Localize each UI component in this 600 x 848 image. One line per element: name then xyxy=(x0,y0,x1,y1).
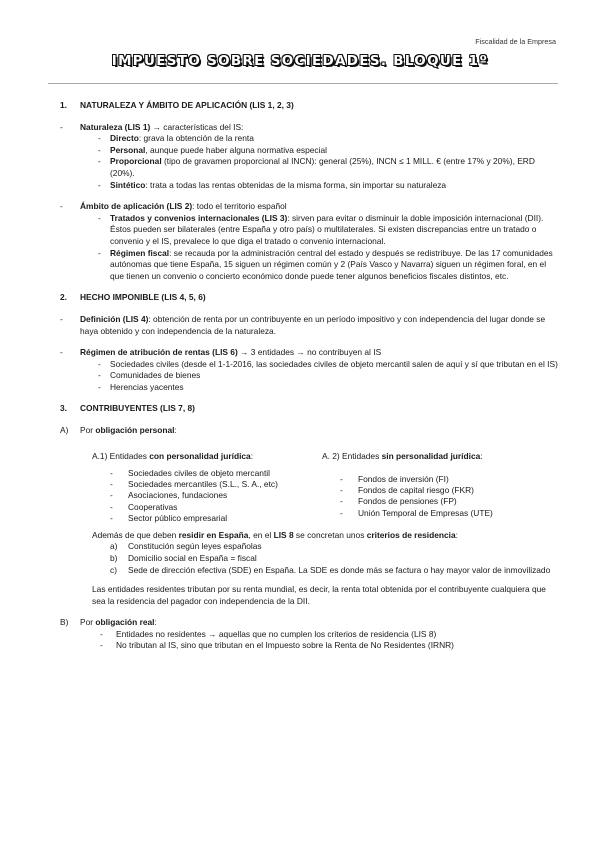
section-3-heading xyxy=(60,403,560,415)
list-item xyxy=(98,180,560,192)
regimen-item xyxy=(60,347,560,359)
item-text: Por xyxy=(80,617,96,628)
label: criterios de residencia xyxy=(366,529,456,540)
section-title: NATURALEZA Y ÁMBITO DE APLICACIÓN (LIS 1, 2, 3) xyxy=(80,100,294,110)
item-label: obligación real xyxy=(95,617,155,628)
list-item xyxy=(110,565,560,577)
list-item: - Fondos de pensiones (FP) xyxy=(340,496,542,507)
regimen-text: → 3 entidades → no contribuyen al IS xyxy=(237,347,382,358)
sin-personalidad-list xyxy=(322,474,542,518)
item-text: (tipo de gravamen proporcional al INCN): general (25%), INCN ≤ 1 MILL. € (entre 17% y 20%), ERD (20%). xyxy=(110,156,535,178)
obligacion-real-item xyxy=(60,617,560,629)
renta-mundial-paragraph: Las entidades residentes tributan por su renta mundial, es decir, la renta total obtenida por el contribuyente cualquiera que sea la residencia del pagador con independencia de la DII. xyxy=(92,584,546,606)
ambito-item xyxy=(60,201,560,213)
item-text: Domicilio social en España = fiscal xyxy=(128,552,257,563)
item-label: Sintético xyxy=(110,179,146,190)
section-number: 3. xyxy=(60,403,67,414)
list-item: - No tributan al IS, sino que tributan en el Impuesto sobre la Renta de No Residentes (IRNR) xyxy=(100,640,560,652)
item-letter: A) xyxy=(60,425,69,436)
list-item: - Unión Temporal de Empresas (UTE) xyxy=(340,508,542,519)
list-item: - Herencias yacentes xyxy=(98,382,560,394)
item-text: Sede de dirección efectiva (SDE) en España. La SDE es donde más se factura o hay mayor valor de inmovilizado xyxy=(128,564,551,575)
heading-text: : xyxy=(480,450,483,461)
naturaleza-item xyxy=(60,122,560,134)
definicion-text: : obtención de renta por un contribuyente en un período impositivo y con independencia del lugar donde se haya obtenido y con independencia de la naturaleza. xyxy=(80,313,546,336)
list-item xyxy=(98,156,560,179)
section-number: 2. xyxy=(60,292,67,303)
list-item: - Asociaciones, fundaciones xyxy=(110,490,312,501)
naturaleza-sublist xyxy=(60,133,560,191)
heading-text: : xyxy=(250,450,254,461)
regimen-sublist xyxy=(60,359,560,394)
list-item xyxy=(98,133,560,145)
text: : xyxy=(455,529,458,540)
list-item xyxy=(98,213,560,248)
list-item: - Entidades no residentes → aquellas que no cumplen los criterios de residencia (LIS 8) xyxy=(100,629,560,641)
obligacion-personal-item xyxy=(60,425,560,437)
regimen-label: Régimen de atribución de rentas (LIS 6) xyxy=(80,347,238,358)
list-item xyxy=(110,553,560,565)
item-letter: a) xyxy=(110,541,118,552)
section-2-heading xyxy=(60,292,560,304)
heading-text: A.1) Entidades xyxy=(92,450,150,461)
item-letter: b) xyxy=(110,552,118,563)
entity-columns xyxy=(60,451,560,524)
definicion-label: Definición (LIS 4) xyxy=(80,313,149,324)
section-number: 1. xyxy=(60,100,67,110)
section-title: HECHO IMPONIBLE (LIS 4, 5, 6) xyxy=(80,292,206,303)
item-label: Directo xyxy=(110,133,139,144)
ambito-text: : todo el territorio español xyxy=(192,201,287,212)
item-label: Tratados y convenios internacionales (LIS 3) xyxy=(110,212,288,223)
item-letter: c) xyxy=(110,564,117,575)
item-text: , aunque puede haber alguna normativa especial xyxy=(145,144,327,155)
list-item: - Sociedades civiles de objeto mercantil xyxy=(110,468,312,479)
list-item: - Sociedades mercantiles (S.L., S. A., etc) xyxy=(110,479,312,490)
list-item: - Comunidades de bienes xyxy=(98,370,560,382)
item-label: obligación personal xyxy=(95,425,175,436)
list-item: - Fondos de capital riesgo (FKR) xyxy=(340,485,542,496)
heading-label: sin personalidad jurídica xyxy=(381,450,481,461)
list-item xyxy=(110,541,560,553)
item-label: Proporcional xyxy=(110,156,162,167)
item-text: Por xyxy=(80,425,96,436)
list-item xyxy=(98,145,560,157)
item-text: : xyxy=(154,617,157,628)
item-text: : trata a todas las rentas obtenidas de la misma forma, sin importar su naturaleza xyxy=(145,179,447,190)
text: se concretan unos xyxy=(293,529,367,540)
con-personalidad-column xyxy=(92,451,312,524)
list-item: - Sociedades civiles (desde el 1-1-2016, las sociedades civiles de objeto mercantil salen de aquí y sí que tributan en el IS) xyxy=(98,359,560,371)
section-title: CONTRIBUYENTES (LIS 7, 8) xyxy=(80,403,195,414)
column-heading xyxy=(92,451,312,463)
sin-personalidad-column xyxy=(312,451,542,524)
item-letter: B) xyxy=(60,617,69,628)
item-text: : se recauda por la administración central del estado y después se redistribuye. De las 17 comunidades autónomas que tiene España, 15 siguen un régimen común y 2 (País Vasco y Navarra) siguen un régimen foral, en el que tienen un convenio o concierto económico donde puede tener algunos beneficios fiscales distintos, etc. xyxy=(110,247,553,281)
item-text: : grava la obtención de la renta xyxy=(138,133,254,144)
document-body xyxy=(60,100,560,652)
item-text: : xyxy=(174,425,177,436)
label: LIS 8 xyxy=(273,529,294,540)
list-item: - Cooperativas xyxy=(110,502,312,513)
label: residir en España xyxy=(178,529,249,540)
con-personalidad-list xyxy=(92,468,312,523)
column-heading xyxy=(322,451,542,463)
header-note: Fiscalidad de la Empresa xyxy=(475,37,556,46)
list-item: - Sector público empresarial xyxy=(110,513,312,524)
section-1-heading xyxy=(60,100,560,112)
text: , en el xyxy=(248,529,274,540)
naturaleza-label: Naturaleza (LIS 1) xyxy=(80,121,151,132)
page-title: IMPUESTO SOBRE SOCIEDADES. BLOQUE 1º xyxy=(111,53,489,69)
criterios-list xyxy=(92,541,560,576)
ambito-sublist xyxy=(60,213,560,283)
list-item xyxy=(98,248,560,283)
naturaleza-text: → características del IS: xyxy=(150,121,244,132)
text: Además de que deben xyxy=(92,529,179,540)
item-text: : sirven para evitar o disminuir la doble imposición internacional (DII). Éstos pueden ser bilaterales (entre España y otro país) o multilaterales. Si existen discrepancias entre un tratado o convenio y el IS, prevalece lo que diga el tratado o convenio internacional. xyxy=(110,212,544,246)
heading-text: A. 2) Entidades xyxy=(322,450,382,461)
item-label: Régimen fiscal xyxy=(110,247,170,258)
title-divider xyxy=(48,83,558,84)
definicion-item xyxy=(60,314,560,337)
heading-label: con personalidad jurídica xyxy=(149,450,251,461)
list-item: - Fondos de inversión (FI) xyxy=(340,474,542,485)
item-text: Constitución según leyes españolas xyxy=(128,541,262,552)
obligacion-real-list xyxy=(60,629,560,652)
residencia-paragraph xyxy=(60,530,560,576)
ambito-label: Ámbito de aplicación (LIS 2) xyxy=(80,201,193,212)
item-label: Personal xyxy=(110,144,146,155)
